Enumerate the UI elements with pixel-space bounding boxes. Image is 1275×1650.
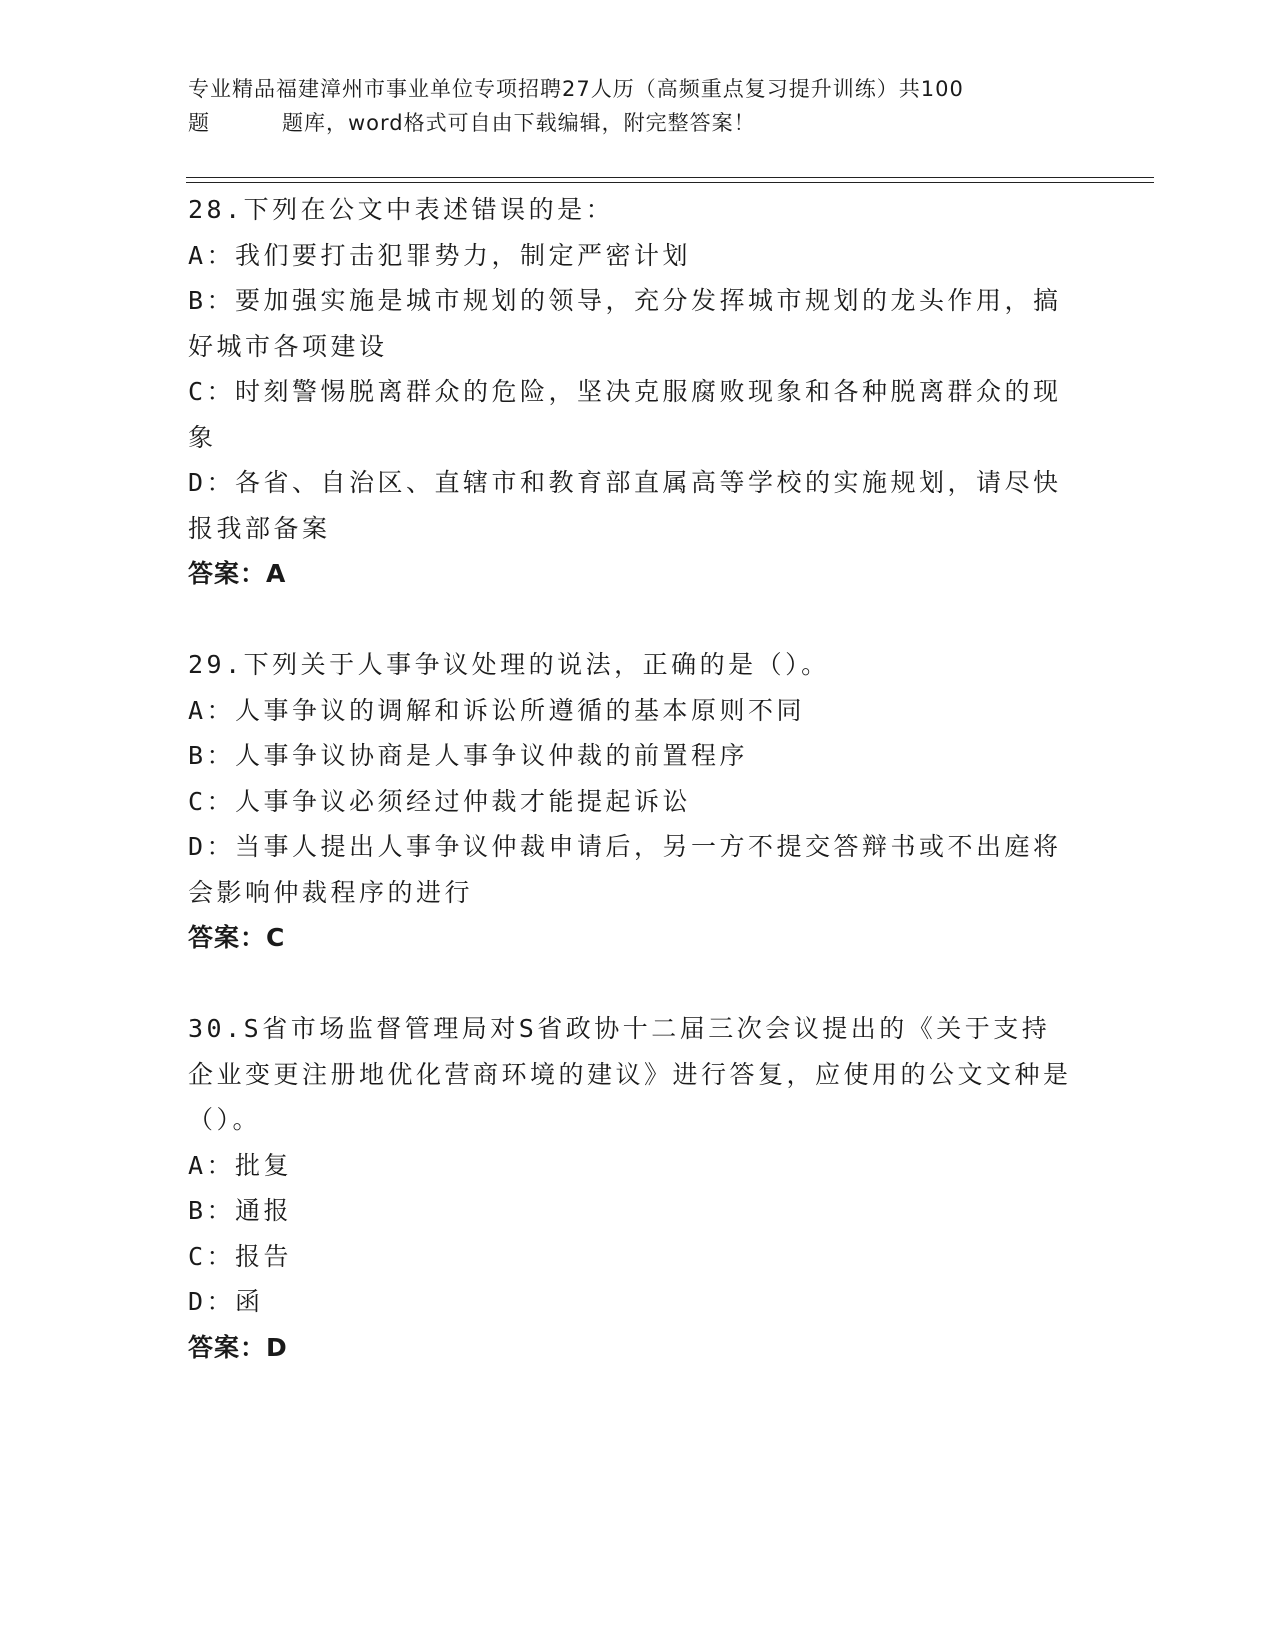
option-d: D：各省、自治区、直辖市和教育部直属高等学校的实施规划，请尽快报我部备案 <box>188 468 1062 543</box>
option-b: B：通报 <box>188 1196 293 1225</box>
header-title-line1: 专业精品福建漳州市事业单位专项招聘27人历（高频重点复习提升训练）共100 <box>188 77 964 101</box>
answer-label: 答案：D <box>188 1332 288 1362</box>
option-c: C：报告 <box>188 1241 293 1271</box>
question-29 <box>188 642 1078 961</box>
question-stem: 28.下列在公文中表述错误的是： <box>188 195 615 224</box>
question-28 <box>188 187 1078 597</box>
question-list <box>188 187 1078 1416</box>
header-divider-top <box>186 177 1154 178</box>
question-stem: 30.S省市场监督管理局对S省政协十二届三次会议提出的《关于支持企业变更注册地优化营商环境的建议》进行答复，应使用的公文文种是（）。 <box>188 1014 1072 1134</box>
option-b: B：要加强实施是城市规划的领导，充分发挥城市规划的龙头作用，搞好城市各项建设 <box>188 286 1062 361</box>
header-title-line2-right: 题库，word格式可自由下载编辑，附完整答案！ <box>282 111 756 135</box>
header-gap <box>210 106 282 140</box>
header-title-line2 <box>188 106 1088 140</box>
header-title-line2-left: 题 <box>188 111 210 135</box>
option-a: A：我们要打击犯罪势力，制定严密计划 <box>188 240 692 270</box>
answer-label: 答案：C <box>188 923 286 952</box>
header-divider-bottom <box>186 182 1154 183</box>
question-stem: 29.下列关于人事争议处理的说法，正确的是（）。 <box>188 650 830 679</box>
option-d: D：当事人提出人事争议仲裁申请后，另一方不提交答辩书或不出庭将会影响仲裁程序的进行 <box>188 832 1062 907</box>
option-a: A：批复 <box>188 1150 293 1180</box>
option-c: C：人事争议必须经过仲裁才能提起诉讼 <box>188 786 692 816</box>
option-b: B：人事争议协商是人事争议仲裁的前置程序 <box>188 741 749 770</box>
question-30 <box>188 1006 1078 1370</box>
option-d: D：函 <box>188 1287 264 1316</box>
answer-label: 答案：A <box>188 559 287 588</box>
option-a: A：人事争议的调解和诉讼所遵循的基本原则不同 <box>188 695 806 725</box>
option-c: C：时刻警惕脱离群众的危险，坚决克服腐败现象和各种脱离群众的现象 <box>188 377 1062 452</box>
page-header <box>188 72 1088 140</box>
